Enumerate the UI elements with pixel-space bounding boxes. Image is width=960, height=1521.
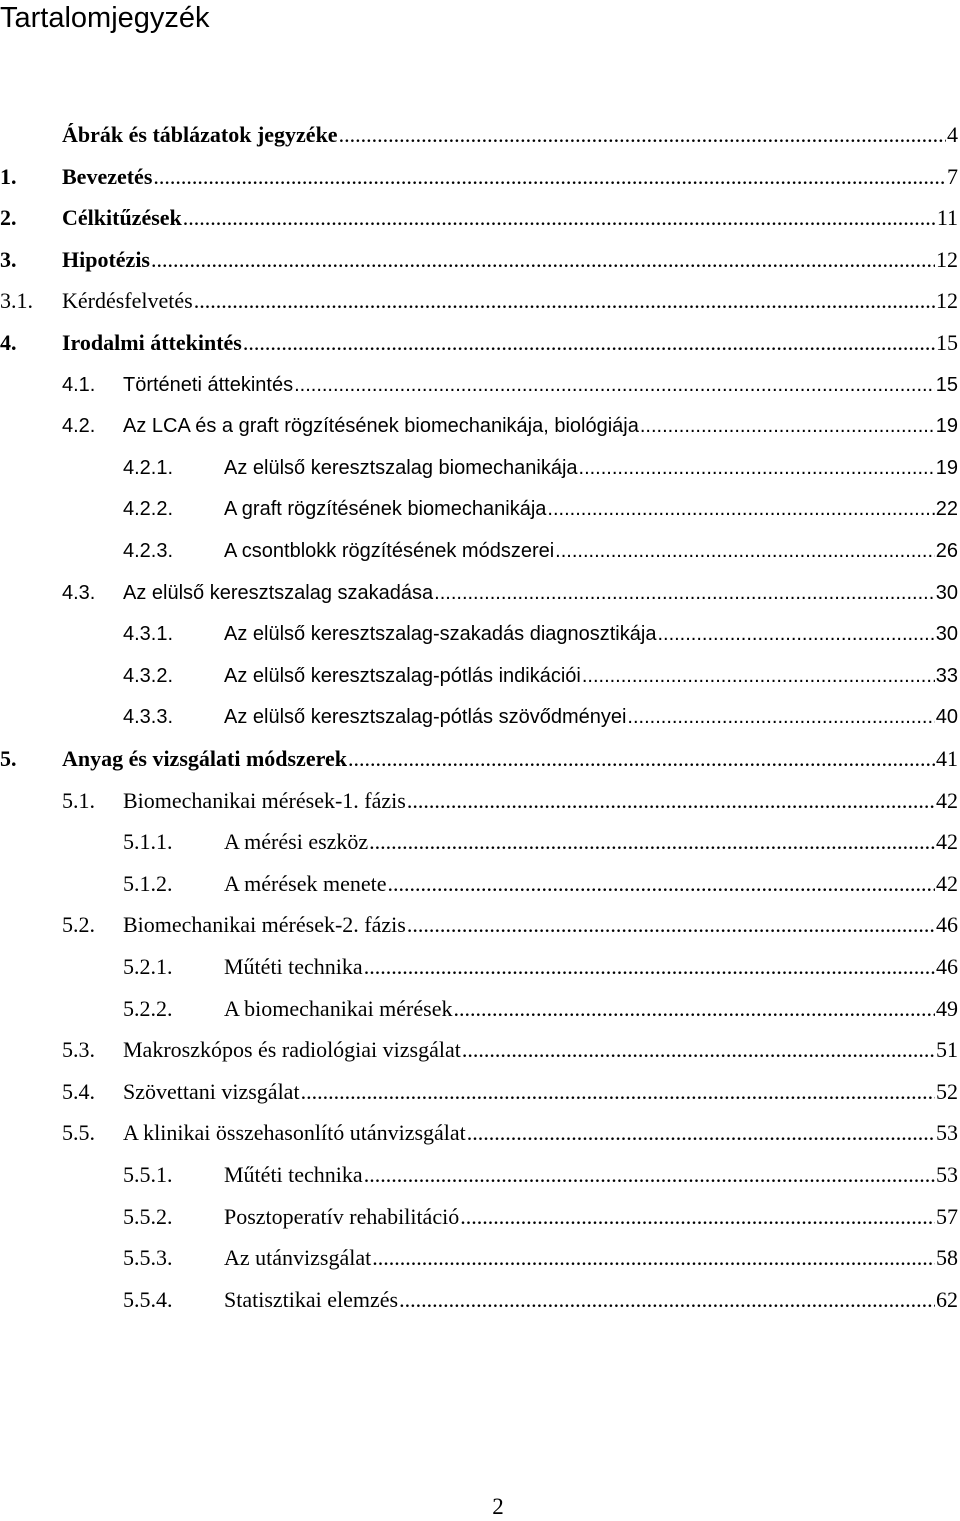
toc-entry-number: 5.3.: [62, 1037, 95, 1062]
toc-dot-leader: [657, 619, 934, 649]
toc-entry-title: Hipotézis: [62, 247, 150, 272]
toc-entry[interactable]: [0, 494, 960, 524]
toc-entry[interactable]: [0, 370, 960, 400]
toc-entry[interactable]: [0, 994, 960, 1024]
toc-dot-leader: [460, 1202, 935, 1232]
toc-entry-title: Az utánvizsgálat: [224, 1245, 372, 1270]
toc-entry[interactable]: [0, 203, 960, 233]
toc-entry-number: 5.: [0, 746, 17, 771]
toc-entry-page: 33: [935, 665, 958, 687]
toc-dot-leader: [640, 411, 935, 441]
toc-entry[interactable]: [0, 1160, 960, 1190]
toc-entry-number: 5.2.2.: [123, 996, 173, 1021]
toc-entry-number: 4.2.2.: [123, 498, 174, 520]
toc-entry-page: 12: [936, 288, 958, 313]
toc-entry-page: 42: [936, 788, 958, 813]
toc-dot-leader: [348, 744, 935, 774]
toc-dot-leader: [453, 994, 935, 1024]
toc-entry[interactable]: [0, 619, 960, 649]
toc-entry-number: 3.: [0, 247, 17, 272]
toc-entry-page: 46: [936, 912, 958, 937]
toc-entry-title: Ábrák és táblázatok jegyzéke: [62, 122, 338, 147]
toc-dot-leader: [243, 328, 935, 358]
toc-entry-title: Biomechanikai mérések-1. fázis: [123, 788, 406, 813]
toc-dot-leader: [579, 453, 935, 483]
toc-entry[interactable]: [0, 286, 960, 316]
toc-entry[interactable]: [0, 827, 960, 857]
toc-entry-number: 5.5.3.: [123, 1245, 173, 1270]
toc-entry-page: 42: [936, 871, 958, 896]
toc-entry-title: Az elülső keresztszalag szakadása: [123, 582, 434, 604]
toc-dot-leader: [301, 1077, 935, 1107]
toc-entry-title: Az elülső keresztszalag-szakadás diagnosztikája: [224, 623, 657, 645]
toc-entry-page: 51: [936, 1037, 958, 1062]
toc-entry-page: 41: [936, 746, 958, 771]
toc-dot-leader: [369, 827, 935, 857]
toc-dot-leader: [467, 1118, 935, 1148]
toc-dot-leader: [407, 786, 935, 816]
toc-entry-page: 46: [936, 954, 958, 979]
toc-entry-page: 15: [935, 374, 958, 396]
toc-entry[interactable]: [0, 702, 960, 732]
toc-entry-page: 53: [936, 1162, 958, 1187]
toc-entry-page: 26: [935, 540, 958, 562]
toc-entry-page: 30: [935, 582, 958, 604]
toc-dot-leader: [183, 203, 936, 233]
toc-entry-page: 22: [935, 498, 958, 520]
toc-entry-page: 19: [935, 415, 958, 437]
toc-entry[interactable]: [0, 1285, 960, 1315]
toc-entry-title: A biomechanikai mérések: [224, 996, 453, 1021]
page-title: Tartalomjegyzék: [0, 2, 210, 34]
toc-entry-page: 49: [936, 996, 958, 1021]
toc-entry-title: A csontblokk rögzítésének módszerei: [224, 540, 555, 562]
toc-entry-number: 5.1.: [62, 788, 95, 813]
toc-entry-title: Az elülső keresztszalag-pótlás szövődményei: [224, 706, 627, 728]
toc-entry-number: 5.1.2.: [123, 871, 173, 896]
toc-entry[interactable]: [0, 952, 960, 982]
toc-entry-page: 11: [936, 205, 958, 230]
toc-dot-leader: [555, 536, 935, 566]
toc-dot-leader: [407, 910, 935, 940]
toc-entry-number: 5.2.: [62, 912, 95, 937]
toc-entry-title: Biomechanikai mérések-2. fázis: [123, 912, 406, 937]
toc-entry[interactable]: [0, 245, 960, 275]
toc-entry-title: Posztoperatív rehabilitáció: [224, 1204, 460, 1229]
toc-entry-title: Az elülső keresztszalag-pótlás indikációi: [224, 665, 581, 687]
toc-entry[interactable]: [0, 1035, 960, 1065]
toc-entry-number: 2.: [0, 205, 17, 230]
toc-entry-number: 4.3.2.: [123, 665, 174, 687]
toc-entry-title: Statisztikai elemzés: [224, 1287, 399, 1312]
toc-entry-page: 52: [936, 1079, 958, 1104]
toc-dot-leader: [434, 578, 935, 608]
toc-dot-leader: [582, 661, 935, 691]
toc-entry-page: 42: [936, 829, 958, 854]
toc-entry-page: 15: [936, 330, 958, 355]
toc-entry[interactable]: [0, 120, 960, 150]
toc-entry-title: A klinikai összehasonlító utánvizsgálat: [123, 1120, 466, 1145]
toc-entry-page: 62: [936, 1287, 958, 1312]
toc-dot-leader: [388, 869, 936, 899]
toc-entry[interactable]: [0, 411, 960, 441]
toc-entry-title: A graft rögzítésének biomechanikája: [224, 498, 547, 520]
toc-entry-title: Szövettani vizsgálat: [123, 1079, 300, 1104]
toc-entry-page: 40: [935, 706, 958, 728]
toc-entry-page: 7: [947, 164, 958, 189]
toc-dot-leader: [627, 702, 934, 732]
toc-entry-number: 4.3.: [62, 582, 96, 604]
toc-entry-title: Kérdésfelvetés: [62, 288, 193, 313]
toc-entry-title: A mérések menete: [224, 871, 387, 896]
toc-entry-number: 5.4.: [62, 1079, 95, 1104]
toc-entry-number: 5.2.1.: [123, 954, 173, 979]
toc-entry-page: 4: [947, 122, 958, 147]
toc-dot-leader: [194, 286, 935, 316]
toc-dot-leader: [294, 370, 935, 400]
toc-entry-page: 58: [936, 1245, 958, 1270]
toc-entry-number: 4.3.1.: [123, 623, 174, 645]
toc-dot-leader: [372, 1243, 935, 1273]
toc-entry-page: 30: [935, 623, 958, 645]
toc-entry-title: A mérési eszköz: [224, 829, 369, 854]
toc-entry[interactable]: [0, 578, 960, 608]
toc-entry-number: 5.5.2.: [123, 1204, 173, 1229]
toc-entry-page: 12: [936, 247, 958, 272]
toc-entry-title: Az LCA és a graft rögzítésének biomechanikája, biológiája: [123, 415, 639, 437]
toc-entry-number: 4.2.3.: [123, 540, 174, 562]
toc-entry-title: Műtéti technika: [224, 954, 363, 979]
toc-entry[interactable]: [0, 328, 960, 358]
toc-entry[interactable]: [0, 453, 960, 483]
toc-entry-number: 4.2.: [62, 415, 96, 437]
toc-entry[interactable]: [0, 1077, 960, 1107]
toc-dot-leader: [547, 494, 934, 524]
toc-entry[interactable]: [0, 910, 960, 940]
toc-entry-number: 4.1.: [62, 374, 96, 396]
toc-entry-page: 19: [935, 457, 958, 479]
toc-dot-leader: [462, 1035, 935, 1065]
toc-entry[interactable]: [0, 1243, 960, 1273]
toc-entry-title: Műtéti technika: [224, 1162, 363, 1187]
toc-entry-title: Történeti áttekintés: [123, 374, 294, 396]
toc-dot-leader: [399, 1285, 935, 1315]
toc-entry[interactable]: [0, 1118, 960, 1148]
toc-dot-leader: [364, 952, 935, 982]
toc-entry-number: 5.5.1.: [123, 1162, 173, 1187]
toc-entry-number: 4.3.3.: [123, 706, 174, 728]
toc-entry[interactable]: [0, 786, 960, 816]
toc-entry-number: 5.5.4.: [123, 1287, 173, 1312]
toc-entry-number: 4.: [0, 330, 17, 355]
toc-entry-title: Makroszkópos és radiológiai vizsgálat: [123, 1037, 461, 1062]
page-number: 2: [492, 1494, 504, 1519]
toc-entry[interactable]: [0, 536, 960, 566]
toc-entry-page: 53: [936, 1120, 958, 1145]
toc-entry-number: 3.1.: [0, 288, 33, 313]
toc-entry-page: 57: [936, 1204, 958, 1229]
toc-entry-title: Az elülső keresztszalag biomechanikája: [224, 457, 578, 479]
toc-entry-number: 4.2.1.: [123, 457, 174, 479]
toc-entry-title: Célkitűzések: [62, 205, 182, 230]
toc-dot-leader: [364, 1160, 935, 1190]
toc-entry-title: Anyag és vizsgálati módszerek: [62, 746, 347, 771]
toc-entry[interactable]: [0, 661, 960, 691]
toc-entry-number: 5.5.: [62, 1120, 95, 1145]
toc-entry[interactable]: [0, 1202, 960, 1232]
toc-entry[interactable]: [0, 162, 960, 192]
toc-dot-leader: [153, 162, 946, 192]
toc-dot-leader: [339, 120, 946, 150]
toc-entry-title: Irodalmi áttekintés: [62, 330, 242, 355]
toc-dot-leader: [151, 245, 935, 275]
toc-entry-title: Bevezetés: [62, 164, 153, 189]
toc-entry[interactable]: [0, 744, 960, 774]
toc-entry-number: 1.: [0, 164, 17, 189]
toc-entry[interactable]: [0, 869, 960, 899]
toc-entry-number: 5.1.1.: [123, 829, 173, 854]
